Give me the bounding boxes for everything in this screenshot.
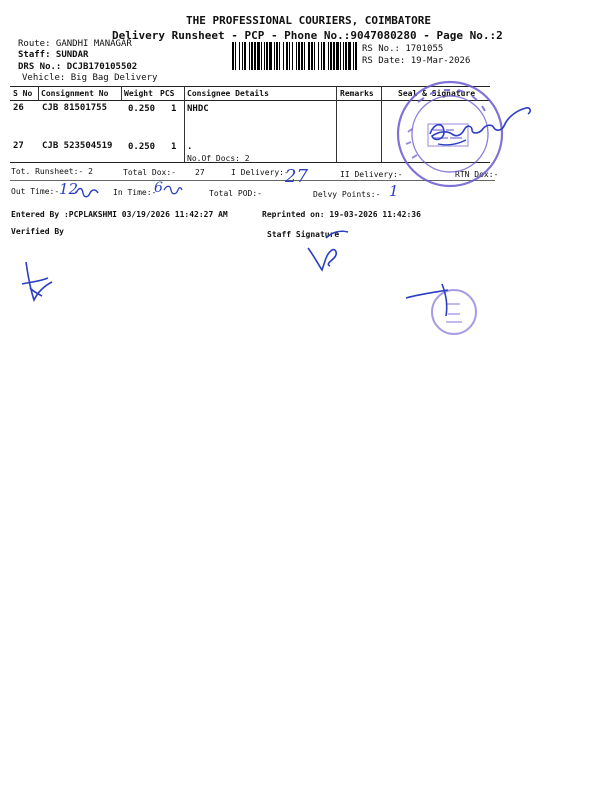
rtn-dox-label: RTN Dox:- xyxy=(455,170,499,179)
barcode-bar xyxy=(340,42,341,70)
barcode-bar xyxy=(264,42,265,70)
barcode-bar xyxy=(249,42,250,70)
barcode-bar xyxy=(244,42,246,70)
barcode-bar xyxy=(343,42,344,70)
row-consignee: . xyxy=(187,142,193,152)
row-doc-count: No.Of Docs: 2 xyxy=(187,154,250,163)
row-pcs: 1 xyxy=(171,104,177,114)
barcode-bar xyxy=(239,42,240,70)
barcode-bar xyxy=(286,42,288,70)
barcode-bar xyxy=(348,42,351,70)
row-consignment: CJB 523504519 xyxy=(42,141,113,151)
barcode-bar xyxy=(328,42,329,70)
col-divider xyxy=(336,86,337,162)
barcode-bar xyxy=(283,42,284,70)
row-sno: 26 xyxy=(13,103,24,113)
barcode-bar xyxy=(301,42,303,70)
drs-number: DRS No.: DCJB170105502 xyxy=(18,62,138,72)
verified-by-signature-scribble xyxy=(16,258,56,304)
col-divider xyxy=(38,86,39,100)
barcode-bar xyxy=(276,42,278,70)
barcode-bar xyxy=(235,42,236,70)
company-name: THE PROFESSIONAL COURIERS, COIMBATORE xyxy=(186,14,432,27)
barcode-bar xyxy=(321,42,322,70)
runsheet-title: Delivery Runsheet - PCP - Phone No.:9047080280 - Page No.:2 xyxy=(112,29,503,42)
barcode-bar xyxy=(232,42,234,70)
i-delivery-label: I Delivery:- xyxy=(231,168,289,177)
handwritten-delivery-points: 1 xyxy=(389,182,399,200)
handwritten-i-delivery: 27 xyxy=(285,166,308,187)
barcode-bar xyxy=(308,42,310,70)
entered-by: Entered By :PCPLAKSHMI 03/19/2026 11:42:27 AM xyxy=(11,210,228,219)
row-consignee: NHDC xyxy=(187,104,209,114)
barcode-bar xyxy=(318,42,319,70)
barcode-bar xyxy=(274,42,275,70)
col-header-sno: S No xyxy=(13,89,33,98)
col-header-seal: Seal & Signature xyxy=(398,89,476,98)
staff-label: Staff: SUNDAR xyxy=(18,50,89,60)
tot-runsheet: Tot. Runsheet:- 2 xyxy=(11,167,93,176)
handwritten-in-time: 6 xyxy=(154,180,163,196)
col-header-remarks: Remarks xyxy=(340,89,374,98)
barcode-bar xyxy=(242,42,243,70)
barcode-bar xyxy=(257,42,260,70)
delivery-points-label: Delvy Points:- xyxy=(313,190,381,199)
barcode-bar xyxy=(279,42,280,70)
handwritten-in-time-scribble xyxy=(162,182,184,196)
barcode-bar xyxy=(345,42,347,70)
handwritten-out-time: 12 xyxy=(59,180,79,198)
col-header-consignee: Consignee Details xyxy=(187,89,269,98)
barcode-bar xyxy=(289,42,290,70)
route-label: Route: GANDHI MANAGAR xyxy=(18,39,132,49)
verified-by-label: Verified By xyxy=(11,227,64,236)
ii-delivery-label: II Delivery:- xyxy=(340,170,403,179)
barcode-bar xyxy=(298,42,300,70)
row-weight: 0.250 xyxy=(128,142,156,152)
barcode-bar xyxy=(251,42,253,70)
barcode-bar xyxy=(336,42,339,70)
barcode-bar xyxy=(314,42,315,70)
barcode-bar xyxy=(296,42,297,70)
total-dox-label: Total Dox:- xyxy=(123,168,176,177)
lower-stamp xyxy=(402,276,492,346)
row-consignment: CJB 81501755 xyxy=(42,103,108,113)
vehicle-label: Vehicle: Big Bag Delivery xyxy=(22,73,158,83)
out-time-label: Out Time:- xyxy=(11,187,60,196)
barcode-bar xyxy=(266,42,268,70)
row-pcs: 1 xyxy=(171,142,177,152)
staff-signature-label: Staff Signature xyxy=(267,230,340,239)
barcode-bar xyxy=(311,42,313,70)
barcode-bar xyxy=(292,42,293,70)
col-divider xyxy=(184,86,185,162)
in-time-label: In Time:- xyxy=(113,188,157,197)
rs-date: RS Date: 19-Mar-2026 xyxy=(362,56,471,66)
barcode-bar xyxy=(261,42,262,70)
handwritten-out-time-scribble xyxy=(74,184,102,198)
row-sno: 27 xyxy=(13,141,24,151)
total-pod-label: Total POD:- xyxy=(209,189,262,198)
barcode-bar xyxy=(323,42,325,70)
col-header-consignment: Consignment No xyxy=(41,89,109,98)
seal-signature-scribble xyxy=(420,104,560,154)
barcode xyxy=(232,42,358,70)
staff-signature-scribble xyxy=(300,228,360,274)
barcode-bar xyxy=(304,42,305,70)
row-weight: 0.250 xyxy=(128,104,156,114)
col-header-weight: Weight xyxy=(124,89,153,98)
barcode-bar xyxy=(353,42,354,70)
rs-number: RS No.: 1701055 xyxy=(362,44,444,54)
total-dox-value: 27 xyxy=(195,168,205,177)
barcode-bar xyxy=(269,42,272,70)
barcode-bar xyxy=(254,42,256,70)
col-divider xyxy=(121,86,122,100)
barcode-bar xyxy=(355,42,357,70)
col-header-pcs: PCS xyxy=(160,89,175,98)
reprinted-on: Reprinted on: 19-03-2026 11:42:36 xyxy=(262,210,421,219)
barcode-bar xyxy=(330,42,332,70)
barcode-bar xyxy=(333,42,335,70)
